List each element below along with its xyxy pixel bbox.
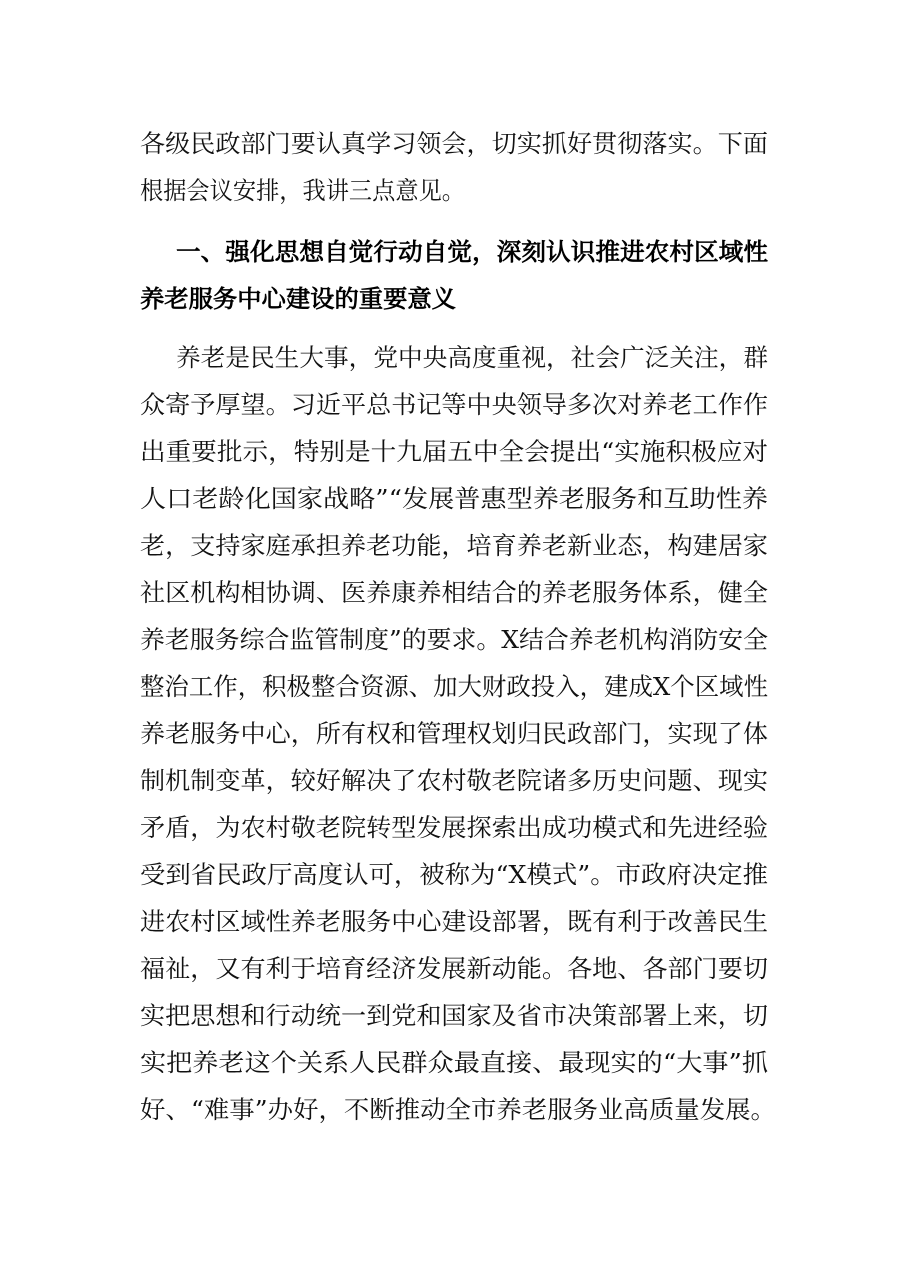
paragraph-line: [0, 1043, 909, 1083]
line-text: 根据会议安排，我讲三点意见。: [140, 176, 465, 205]
paragraph-line: [0, 996, 909, 1036]
paragraph-line: [0, 385, 909, 425]
paragraph-line: [0, 479, 909, 519]
paragraph-line: [0, 526, 909, 566]
line-text: 养老服务综合监管制度”的要求。X结合养老机构消防安全: [140, 625, 768, 654]
line-text: 进农村区域性养老服务中心建设部署，既有利于改善民生: [140, 907, 768, 936]
paragraph-line: [0, 432, 909, 472]
paragraph-line: [0, 338, 909, 378]
line-text: 养老服务中心建设的重要意义: [140, 285, 456, 313]
paragraph-line: [0, 124, 909, 164]
line-text: 社区机构相协调、医养康养相结合的养老服务体系，健全: [140, 578, 768, 607]
line-text: 养老服务中心，所有权和管理权划归民政部门，实现了体: [140, 719, 768, 748]
line-text: 各级民政部门要认真学习领会，切实抓好贯彻落实。下面: [140, 129, 768, 158]
line-text: 制机制变革，较好解决了农村敬老院诸多历史问题、现实: [140, 766, 768, 795]
line-text: 出重要批示，特别是十九届五中全会提出“实施积极应对: [140, 437, 768, 466]
line-text: 养老是民生大事，党中央高度重视，社会广泛关注，群: [176, 343, 768, 372]
paragraph-line: [0, 714, 909, 754]
paragraph-line: [0, 808, 909, 848]
paragraph-line: [0, 620, 909, 660]
line-text: 实把养老这个关系人民群众最直接、最现实的“大事”抓: [140, 1048, 768, 1077]
paragraph-line: [0, 902, 909, 942]
paragraph-line: [0, 573, 909, 613]
paragraph-line: [0, 1090, 909, 1130]
line-text: 老，支持家庭承担养老功能，培育养老新业态，构建居家: [140, 531, 768, 560]
line-text: 好、“难事”办好，不断推动全市养老服务业高质量发展。: [140, 1095, 776, 1124]
paragraph-line: [0, 855, 909, 895]
line-text: 矛盾，为农村敬老院转型发展探索出成功模式和先进经验: [140, 813, 768, 842]
section-heading-line: [0, 279, 909, 319]
line-text: 受到省民政厅高度认可，被称为“X模式”。市政府决定推: [140, 860, 768, 889]
line-text: 整治工作，积极整合资源、加大财政投入，建成X个区域性: [140, 672, 769, 701]
line-text: 人口老龄化国家战略”“发展普惠型养老服务和互助性养: [140, 484, 768, 513]
line-text: 众寄予厚望。习近平总书记等中央领导多次对养老工作作: [140, 390, 768, 419]
line-text: 一、强化思想自觉行动自觉，深刻认识推进农村区域性: [176, 238, 769, 266]
paragraph-line: [0, 171, 909, 211]
paragraph-line: [0, 949, 909, 989]
paragraph-line: [0, 667, 909, 707]
section-heading-line: [0, 232, 909, 272]
line-text: 实把思想和行动统一到党和国家及省市决策部署上来，切: [140, 1001, 768, 1030]
paragraph-line: [0, 761, 909, 801]
line-text: 福祉，又有利于培育经济发展新动能。各地、各部门要切: [140, 954, 768, 983]
